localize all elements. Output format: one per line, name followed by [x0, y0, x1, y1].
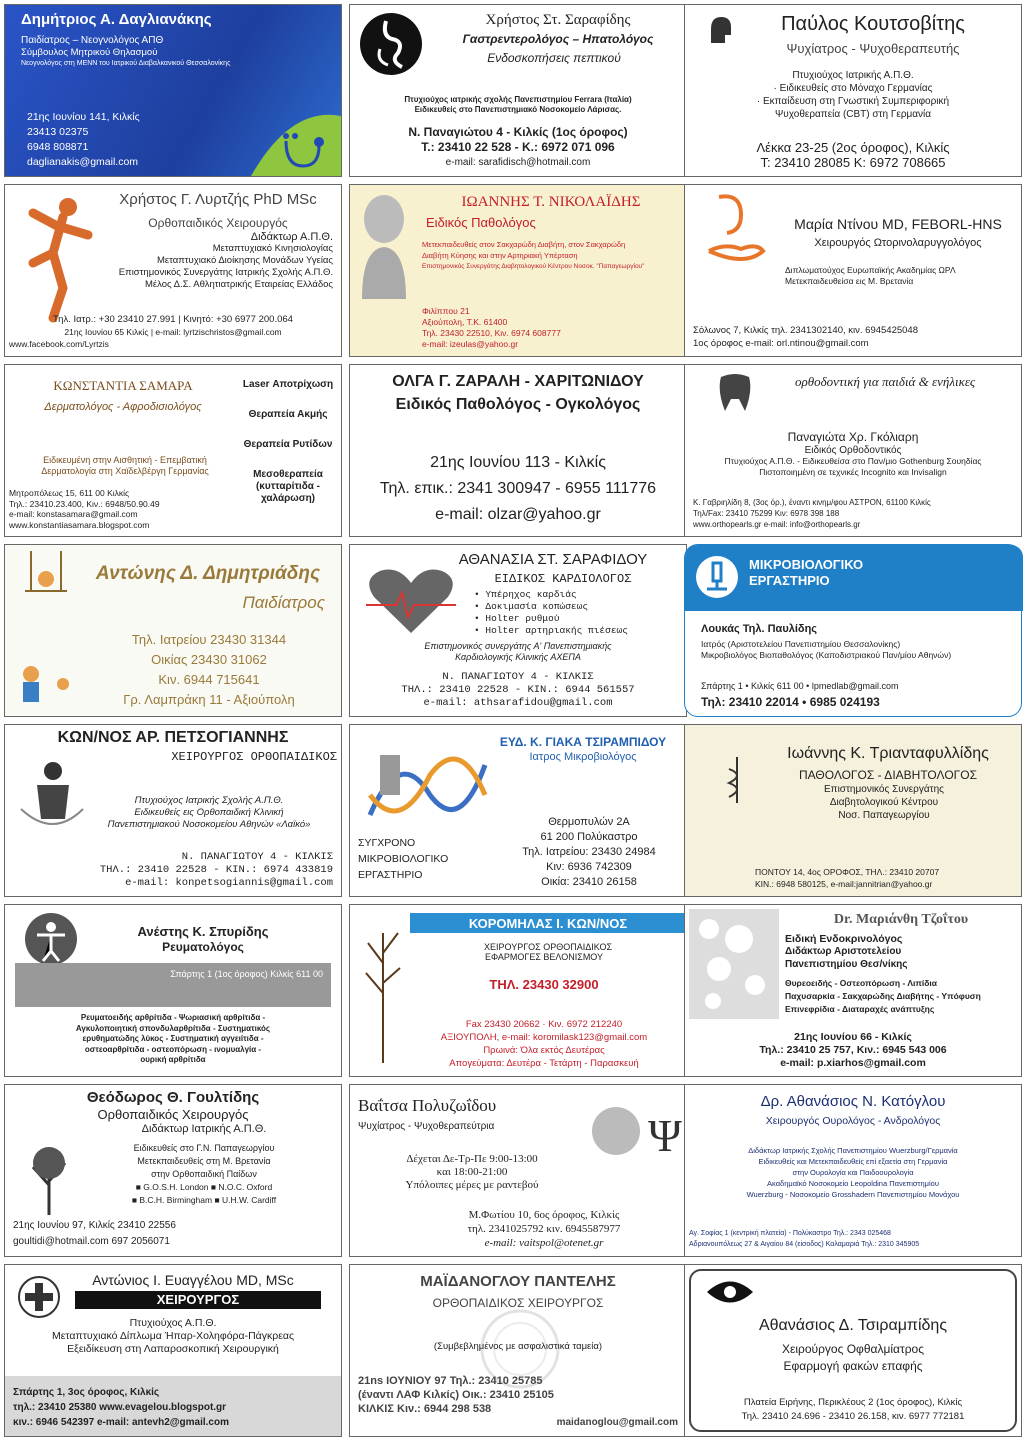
card-line: Επιστημονικός Συνεργάτης [824, 784, 944, 795]
card-line: ουρική αρθρίτιδα [140, 1055, 206, 1064]
address-text: 21ης Ιουνίου 97, Κιλκίς 23410 22556 [13, 1220, 176, 1231]
card-line: Διδάκτωρ Ιατρικής Α.Π.Θ. [141, 1123, 267, 1135]
child-swing-icon [11, 551, 81, 621]
card-line: Επιστημονικός Συνεργάτης Διαβητολογικού Κέντρου Νοσοκ. "Παπαγεωργίου" [422, 263, 645, 270]
caduceus-icon [725, 755, 749, 805]
card-line: Πτυχιούχος ιατρικής σχολής Πανεπιστημίου Ferrara (Ιταλία) [404, 95, 632, 104]
card-specialty: ΧΕΙΡΟΥΡΓΟΣ [75, 1291, 321, 1309]
card-goliari [684, 364, 1022, 537]
card-line: στην Ουρολογία και Παιδοουρολογία [792, 1168, 914, 1177]
card-name: Παύλος Κουτσοβίτης [781, 13, 965, 35]
card-line: Ενδοσκοπήσεις πεπτικού [487, 51, 621, 65]
tree-icon [19, 1145, 79, 1215]
card-name: Μαρία Ντίνου MD, FEBORL-HNS [794, 216, 1002, 232]
card-line: Ειδικευθείς στο Γ.Ν. Παπαγεωργίου [133, 1143, 275, 1153]
card-sarafidis [349, 4, 687, 177]
card-name: Χρήστος Στ. Σαραφίδης [485, 12, 631, 28]
phone-text: ΤΗΛ. 23430 32900 [489, 977, 599, 992]
card-name: ΕΥΔ. Κ. ΓΙΑΚΑ ΤΣΙΡΑΜΠΙΔΟΥ [499, 735, 667, 749]
website-text: www.orthopearls.gr e-mail: info@orthopearls.gr [693, 520, 861, 529]
card-specialty: Ειδικός Παθολόγος - Ογκολόγος [395, 396, 641, 413]
city-text: ΚΙΛΚΙΣ Κιν.: 6944 298 538 [358, 1403, 492, 1415]
card-polyzoidou [349, 1084, 687, 1257]
card-line: Διαβητολογικού Κέντρου [829, 797, 939, 808]
hippocrates-bust-icon [354, 189, 414, 299]
card-tsirampidis [684, 1264, 1022, 1437]
card-line: Ειδικευθείς εις Ορθοπαιδική Κλινική [134, 807, 284, 818]
address-text: Σπάρτης 1, 3ος όροφος, Κιλκίς [13, 1387, 160, 1398]
card-line: Ψυχοθεραπεία (CBT) στη Γερμανία [774, 109, 932, 120]
kids-playing-icon [11, 660, 81, 710]
phone-text: 23413 02375 [27, 126, 89, 138]
ear-nose-lips-icon [705, 191, 765, 291]
card-line: Διπλωματούχος Ευρωπαϊκής Ακαδημίας ΩΡΛ [785, 265, 956, 275]
card-katoglou [684, 1084, 1022, 1257]
card-nikolaidis [349, 184, 687, 357]
card-specialty: Ορθοπαιδικός Χειρουργός [148, 216, 288, 230]
email-text: e-mail: sarafidisch@hotmail.com [445, 157, 591, 168]
card-name: Βαΐτσα Πολυζωΐδου [358, 1096, 497, 1115]
card-line: Μετεκπαιδευθείσα εις Μ. Βρετανία [785, 276, 914, 286]
phone-text: Τ: 23410 28085 Κ: 6972 708665 [760, 155, 946, 170]
landmark-text: (έναντι ΛΑΦ Κιλκίς) Οικ.: 23410 25105 [358, 1389, 554, 1401]
card-specialty: Παιδίατρος [242, 593, 325, 612]
address-text: ΠΟΝΤΟΥ 14, 4ος ΟΡΟΦΟΣ, ΤΗΛ.: 23410 20707 [755, 867, 940, 877]
card-line: Σύμβουλος Μητρικού Θηλασμού [21, 47, 158, 58]
card-triantafyllidis [684, 724, 1022, 897]
email-text: maidanoglou@gmail.com [556, 1417, 678, 1428]
card-name: Δημήτριος Α. Δαγλιανάκης [21, 11, 212, 28]
card-line: ■ G.O.S.H. London ■ N.O.C. Oxford [135, 1182, 273, 1192]
card-name: Dr. Μαριάνθη Τζοΐτου [833, 912, 969, 927]
address-text: Λέκκα 23-25 (2ος όροφος), Κιλκίς [756, 140, 950, 155]
tooth-icon [715, 371, 755, 415]
microscope-icon [695, 555, 739, 599]
card-specialty: Χειρουργός Ουρολόγος - Ανδρολόγος [765, 1115, 941, 1127]
card-line: Διδάκτωρ Ιατρικής Σχολής Πανεπιστημίου Wuerzburg/Γερμανία [748, 1146, 958, 1155]
eye-icon [705, 1277, 755, 1307]
home-phone-text: Οικίας 23430 31062 [151, 652, 267, 667]
card-specialty: Ψυχίατρος - Ψυχοθεραπεύτρια [358, 1121, 495, 1132]
card-tzoitou [684, 904, 1022, 1077]
card-line: · Ειδικευθείς στο Μόναχο Γερμανίας [773, 83, 933, 94]
card-line: Θυρεοειδής - Οστεοπόρωση - Λιπίδια [785, 978, 937, 988]
runner-anatomy-icon [13, 193, 103, 323]
phone-text: Τηλ. επικ.: 2341 300947 - 6955 111776 [379, 480, 657, 497]
card-line: Μεταπτυχιακό Διοίκησης Μονάδων Υγείας [156, 255, 333, 266]
phone-text: Τηλ. Ιατρ.: +30 23410 27.991 | Κινητό: +30 6977 200.064 [53, 314, 293, 325]
address-text: Φιλίππου 21 [422, 306, 470, 316]
service-acne: Θεραπεία Ακμής [248, 409, 328, 420]
card-name: Χρήστος Γ. Λυρτζής PhD MSc [119, 191, 317, 208]
address-band [15, 963, 331, 1007]
phone-text: Τηλ: 23410 22014 • 6985 024193 [701, 695, 880, 709]
email-text: e-mail: athsarafidou@gmail.com [423, 697, 613, 709]
card-specialty: Δερματολόγος - Αφροδισιολόγος [44, 401, 202, 413]
phone-text: Τηλ. Ιατρείου 23430 31344 [131, 632, 287, 647]
skeleton-figure-icon [17, 759, 87, 839]
address-text: 21ης Ιουνίου 66 - Κιλκίς [794, 1031, 912, 1043]
phone-text: τηλ.: 23410 25380 www.evagelou.blogspot.gr [13, 1402, 227, 1413]
address-text: 21ης Ιουνίου 141, Κιλκίς [27, 111, 140, 123]
card-name: ΟΛΓΑ Γ. ΖΑΡΑΛΗ - ΧΑΡΙΤΩΝΙΔΟΥ [392, 373, 644, 390]
phone-text: τηλ. 2341025792 κιν. 6945587977 [467, 1223, 621, 1235]
card-line: Καρδιολογικής Κλινικής ΑΧΕΠΑ [455, 652, 581, 662]
card-specialty: Ψυχίατρος - Ψυχοθεραπευτής [786, 41, 960, 56]
service-stress: • Δοκιμασία κοπώσεως [474, 601, 589, 612]
address-text: Σπάρτης 1 (1ος όροφος) Κιλκίς 611 00 [170, 969, 323, 979]
card-line: Πτυχιούχος Ιατρικής Α.Π.Θ. [792, 70, 914, 81]
email-text: e-mail: p.xiarhos@gmail.com [780, 1057, 926, 1069]
card-line: Νοσ. Παπαγεωργίου [838, 810, 930, 821]
card-lyrtzis [4, 184, 342, 357]
phone-text: ΤΗΛ.: 23410 22528 - ΚΙΝ.: 6974 433819 [99, 864, 333, 876]
card-line: οστεοαρθρίτιδα - οστεοπόρωση - ινομυαλγία - [84, 1044, 262, 1054]
hours-line: και 18:00-21:00 [436, 1166, 508, 1178]
card-specialty: ΧΕΙΡΟΥΡΓΟΣ ΟΡΘΟΠΑΙΔΙΚΟΣ [483, 942, 613, 952]
card-ntinou [684, 184, 1022, 357]
phone-text: Τηλ. Ιατρείου: 23430 24984 [522, 846, 656, 858]
card-name: Ιωάννης Κ. Τριανταφυλλίδης [787, 745, 989, 762]
website-text: www.konstantiasamara.blogspot.com [9, 519, 150, 530]
address-text: Ν. Παναγιώτου 4 - Κιλκίς (1ος όροφος) [408, 125, 628, 139]
svg-text:Ψ: Ψ [648, 1110, 682, 1161]
card-specialty: ΕΙΔΙΚΟΣ ΚΑΡΔΙΟΛΟΓΟΣ [494, 572, 632, 586]
hours-line: Υπόλοιπες μέρες με ραντεβού [405, 1179, 539, 1191]
card-specialty: Ρευματολόγος [162, 940, 244, 954]
card-line: (Συμβεβλημένος με ασφαλιστικά ταμεία) [433, 1341, 603, 1352]
card-line: Νεογνολόγος στη ΜΕΝΝ του Ιατρικού Διαβαλκανικού Θεσσαλονίκης [21, 60, 231, 67]
phone-text: Τηλ. 23410 24.696 - 23410 26.158, κιν. 6977 772181 [741, 1411, 965, 1422]
card-name: ΑΘΑΝΑΣΙΑ ΣΤ. ΣΑΡΑΦΙΔΟΥ [458, 551, 648, 568]
card-line: Επινεφρίδια - Διαταραχές ανάπτυξης [785, 1004, 935, 1014]
card-name: Αντώνης Δ. Δημητριάδης [95, 563, 321, 584]
city-text: Αξιούπολη, Τ.Κ. 61400 [422, 317, 508, 327]
card-line: Επιστημονικός Συνεργάτης Ιατρικής Σχολής Α.Π.Θ. [118, 267, 333, 278]
card-line: Μικροβιολόγος Βιοπαθολόγος (Καποδιστριακού Παν/μίου Αθηνών) [701, 650, 952, 660]
card-line: Πτυχιούχος Α.Π.Θ. [129, 1317, 217, 1329]
address-text: Πλατεία Ειρήνης, Περικλέους 2 (1ος όροφος), Κιλκίς [743, 1397, 963, 1408]
dna-microscope-icon [360, 735, 490, 835]
address-text: Αγ. Σοφίας 1 (κεντρική πλατεία) - Πολύκαστρο Τηλ.: 2343 025468 [689, 1230, 891, 1237]
card-line: Ρευματοειδής αρθρίτιδα - Ψωριασική αρθρίτιδα - [80, 1013, 266, 1022]
service-laser: Laser Αποτρίχωση [242, 379, 334, 390]
service-echo: • Υπέρηχος καρδιάς [474, 589, 577, 600]
card-spyridis [4, 904, 342, 1077]
card-line: Μεταπτυχιακό Κινησιολογίας [212, 243, 333, 254]
lab-line: ΣΥΓΧΡΟΝΟ [358, 837, 416, 849]
address-text: Σπάρτης 1 • Κιλκίς 611 00 • lpmedlab@gmail.com [701, 681, 899, 691]
card-specialty: Ειδικός Ορθοδοντικός [804, 445, 902, 456]
card-evagelou [4, 1264, 342, 1437]
card-giaka [349, 724, 687, 897]
cells-image-icon [689, 909, 779, 1019]
address-text: Ν. ΠΑΝΑΓΙΩΤΟΥ 4 - ΚΙΛΚΙΣ [442, 671, 594, 683]
card-koutsovitis [684, 4, 1022, 177]
phone-text: Τηλ/Fax: 23410 75299 Κιν: 6978 398 188 [693, 509, 840, 518]
mobile-text: Κιν: 6936 742309 [546, 861, 632, 873]
card-line: ερυθηματώδης λύκος - Συστηματική αγγειίτιδα - [82, 1034, 264, 1043]
home-phone-text: Οικία: 23410 26158 [541, 876, 637, 888]
card-tagline: ορθοδοντική για παιδιά & ενήλικες [795, 374, 976, 389]
address-text: 21ης Ιουνίου 65 Κιλκίς | e-mail: lyrtzischristos@gmail.com [64, 327, 282, 337]
card-line: Μετεκπαιδευθείς στη Μ. Βρετανία [137, 1156, 271, 1166]
card-petsogiannis [4, 724, 342, 897]
email-text: goultidi@hotmail.com 697 2056071 [13, 1236, 170, 1247]
phone-text: Τηλ.: 23410.23.400, Κιν.: 6948/50.90.49 [9, 498, 160, 509]
address-text: 21ns ΙΟΥΝΙΟΥ 97 Τηλ.: 23410 25785 [358, 1375, 543, 1387]
card-line: Πανεπιστημίου Θεσ/νίκης [785, 959, 908, 970]
card-name: ΚΩΝ/ΝΟΣ ΑΡ. ΠΕΤΣΟΓΙΑΝΝΗΣ [57, 729, 289, 746]
card-line: Δερματολογία στη Χαϊδελβέργη Γερμανίας [41, 466, 209, 476]
card-name: ΜΙΚΡΟΒΙΟΛΟΓΙΚΟ ΕΡΓΑΣΤΗΡΙΟ [749, 557, 864, 588]
address-text: Γρ. Λαμπράκη 11 - Αξιούπολη [123, 692, 295, 707]
stethoscope-icon [231, 96, 341, 176]
card-specialty: ΠΑΘΟΛΟΓΟΣ - ΔΙΑΒΗΤΟΛΟΓΟΣ [798, 768, 978, 782]
card-name: Θεόδωρος Θ. Γουλτίδης [86, 1089, 260, 1106]
card-name: ΙΩΑΝΝΗΣ Τ. ΝΙΚΟΛΑΪΔΗΣ [461, 194, 641, 210]
email-text: e-mail: vaitspol@otenet.gr [484, 1237, 604, 1249]
tree-icon [358, 913, 408, 1063]
email-text: 1ος όροφος e-mail: orl.ntinou@gmail.com [693, 338, 869, 349]
card-specialty: Χειρουργός Ωτορινολαρυγγολόγος [814, 237, 982, 249]
card-name: ΜΑΪΔΑΝΟΓΛΟΥ ΠΑΝΤΕΛΗΣ [420, 1273, 616, 1290]
card-line: Ειδικευθείς και Μετεκπαιδευθείς επί εξαετία στη Γερμανία [758, 1157, 948, 1166]
email-text: ΑΞΙΟΥΠΟΛΗ, e-mail: koromilask123@gmail.com [440, 1032, 648, 1043]
address-text: 21ης Ιουνίου 113 - Κιλκίς [430, 454, 606, 471]
card-line: Εφαρμογή φακών επαφής [783, 1359, 923, 1373]
card-line: Πανεπιστημιακού Νοσοκομείου Αθηνών «Λαϊκό» [107, 819, 311, 830]
phone-text: Τηλ. 23430 22510, Κιν. 6974 608777 [422, 328, 561, 338]
card-line: Πιστοποιημένη σε τεχνικές Incognito και Invisalign [759, 467, 947, 477]
card-maidanoglou [349, 1264, 687, 1437]
card-line: Διαβήτη Κύησης και στην Αρτηριακή Υπέρταση [422, 251, 578, 260]
card-line: Ειδικευθείς στο Πανεπιστημιακό Νοσοκομείο Λάρισας. [414, 105, 622, 114]
lab-line: ΕΡΓΑΣΤΗΡΙΟ [358, 869, 423, 881]
email-text: daglianakis@gmail.com [27, 156, 139, 168]
hours-morning: Πρωινά: Όλα εκτός Δευτέρας [483, 1045, 605, 1056]
mobile-text: Κιν. 6944 715641 [158, 672, 260, 687]
mobile-text: 6948 808871 [27, 141, 89, 153]
hours-line: Δέχεται Δε-Τρ-Πε 9:00-13:00 [406, 1153, 538, 1165]
card-line: Πτυχιούχος Ιατρικής Σχολής Α.Π.Θ. [134, 795, 284, 806]
card-line: Πτυχιούχος Α.Π.Θ. - Ειδικευθείσα στο Παν/μιο Gothenburg Σουηδίας [724, 456, 982, 466]
card-specialty: Ορθοπαιδικός Χειρουργός [97, 1107, 249, 1122]
card-name: Παναγιώτα Χρ. Γκόλιαρη [787, 430, 919, 444]
card-dimitriadis [4, 544, 342, 717]
card-line: · Εκπαίδευση στη Γνωστική Συμπεριφορική [756, 96, 950, 107]
address-text: Ν. ΠΑΝΑΓΙΩΤΟΥ 4 - ΚΙΛΚΙΣ [181, 851, 333, 863]
card-name: Αντώνιος Ι. Ευαγγέλου MD, MSc [92, 1272, 294, 1288]
card-specialty: Παιδίατρος – Νεογνολόγος ΑΠΘ [21, 35, 164, 46]
card-koromilas [349, 904, 687, 1077]
card-goultidis [4, 1084, 342, 1257]
address-text: Μητροπόλεως 15, 611 00 Κιλκίς [9, 488, 130, 498]
service-holter-pressure: • Holter αρτηριακής πιέσεως [474, 625, 628, 636]
card-name: Αθανάσιος Δ. Τσιραμπίδης [758, 1317, 948, 1334]
address-text: Θερμοπυλών 2Α [548, 816, 630, 828]
psi-symbol-icon [586, 1099, 682, 1169]
service-mesotherapy: Μεσοθεραπεία (κυτταρίτιδα - χαλάρωση) [253, 469, 323, 504]
business-cards-grid [4, 4, 1020, 1436]
card-line: Διδάκτωρ Αριστοτελείου [785, 946, 902, 957]
email-text: e-mail: konpetsogiannis@gmail.com [125, 877, 333, 889]
card-line: Ιατρός (Αριστοτελείου Πανεπιστημίου Θεσσαλονίκης) [701, 639, 901, 649]
card-specialty: Χειρούργος Οφθαλμίατρος [782, 1342, 924, 1356]
phone-text: ΤΗΛ.: 23410 22528 - ΚΙΝ.: 6944 561557 [401, 684, 635, 696]
card-name: ΚΟΡΟΜΗΛΑΣ Ι. ΚΩΝ/ΝΟΣ [468, 916, 628, 931]
card-name: ΚΩΝΣΤΑΝΤΙΑ ΣΑΜΑΡΑ [53, 378, 193, 393]
card-line: Εξειδίκευση στη Λαπαροσκοπική Χειρουργική [67, 1343, 279, 1355]
address-text: Μ.Φωτίου 10, 6ος όροφος, Κιλκίς [468, 1209, 620, 1221]
card-line: Παχυσαρκία - Σακχαρώδης Διαβήτης - Υπόφυση [785, 991, 981, 1001]
mobile-text: κιν.: 6946 542397 e-mail: antevh2@gmail.com [13, 1417, 229, 1428]
address-text: Κ. Γαβριηλίδη 8, (3ος όρ.), έναντι κινημ/φου ΑΣΤΡΟΝ, 61100 Κιλκίς [693, 498, 931, 507]
card-line: Διδάκτωρ Α.Π.Θ. [250, 231, 333, 243]
email-text: e-mail: konstasamara@gmail.com [9, 509, 138, 519]
card-line: στην Ορθοπαιδική Παίδων [151, 1169, 257, 1179]
hours-afternoon: Απογεύματα: Δευτέρα - Τετάρτη - Παρασκευή [449, 1058, 639, 1069]
card-samara [4, 364, 342, 537]
service-holter-rhythm: • Holter ρυθμού [474, 613, 560, 624]
email-text: e-mail: olzar@yahoo.gr [435, 506, 601, 523]
card-specialty: ΟΡΘΟΠΑΙΔΙΚΟΣ ΧΕΙΡΟΥΡΓΟΣ [432, 1296, 604, 1310]
card-line: Αγκυλοποιητική σπονδυλαρθρίτιδα - Συστηματικός [75, 1023, 271, 1033]
card-specialty: Ιατρος Μικροβιολόγος [529, 751, 637, 763]
fax-text: Fax 23430 20662 · Κιν. 6972 212240 [465, 1019, 623, 1030]
mobile-text: ΚΙΝ.: 6948 580125, e-mail:jannitrian@yahoo.gr [755, 879, 933, 889]
card-line: Ακαδημαϊκό Νοσοκομείο Leopoldina Πανεπιστημίου [767, 1179, 939, 1188]
card-name: Ανέστης Κ. Σπυρίδης [137, 924, 269, 939]
card-name: Δρ. Αθανάσιος Ν. Κατόγλου [760, 1093, 946, 1110]
website-text: www.facebook.com/Lyrtzis [9, 339, 109, 349]
card-line: Επιστημονικός συνεργάτης Α' Πανεπιστημιακής [424, 641, 612, 651]
card-doctor: Λουκάς Τηλ. Παυλίδης [701, 623, 818, 635]
card-specialty: Ειδική Ενδοκρινολόγος [785, 933, 903, 945]
address-text: Αδριανουπόλεως 27 & Αιγαίου 84 (είσοδος) Καλαμαριά Τηλ.: 2310 345905 [689, 1241, 920, 1248]
card-line: Μέλος Δ.Σ. Αθλητιατρικής Εταιρείας Ελλάδος [144, 279, 333, 290]
city-text: 61 200 Πολύκαστρο [540, 831, 638, 843]
lab-line: ΜΙΚΡΟΒΙΟΛΟΓΙΚΟ [358, 853, 449, 865]
card-zarali [349, 364, 687, 537]
card-line: Ειδικευμένη στην Αισθητική - Επεμβατική [43, 455, 207, 465]
card-line: Μεταπτυχιακό Δίπλωμα Ήπαρ-Χοληφόρα-Πάγκρεας [51, 1330, 295, 1342]
card-specialty: Ειδικός Παθολόγος [426, 215, 536, 230]
card-line: ΕΦΑΡΜΟΓΕΣ ΒΕΛΟΝΙΣΜΟΥ [484, 952, 604, 962]
service-wrinkles: Θεραπεία Ρυτίδων [243, 439, 333, 450]
phone-text: Τ.: 23410 22 528 - Κ.: 6972 071 096 [421, 140, 615, 154]
address-text: Σόλωνος 7, Κιλκίς τηλ. 2341302140, κιν. 6945425048 [693, 325, 918, 336]
card-daglianakis [4, 4, 342, 177]
card-pavlidis-lab [684, 544, 1022, 717]
card-specialty: ΧΕΙΡΟΥΡΓΟΣ ΟΡΘΟΠΑΙΔΙΚΟΣ [171, 750, 337, 764]
card-specialty: Γαστρεντερολόγος – Ηπατολόγος [462, 32, 654, 46]
email-text: e-mail: izeulas@yahoo.gr [422, 339, 519, 349]
card-line: ■ B.C.H. Birmingham ■ U.H.W. Cardiff [131, 1195, 277, 1205]
digestive-system-icon [358, 11, 424, 77]
phone-text: Τηλ.: 23410 25 757, Κιν.: 6945 543 006 [759, 1044, 947, 1056]
card-athsarafidou [349, 544, 687, 717]
card-line: Μετεκπαιδευθείς στον Σακχαρώδη Διαβήτη, στον Σακχαρώδη [422, 240, 626, 249]
card-line: Wuerzburg - Νοσοκομείο Grosshadern Πανεπιστημίου Μονάχου [746, 1190, 960, 1199]
